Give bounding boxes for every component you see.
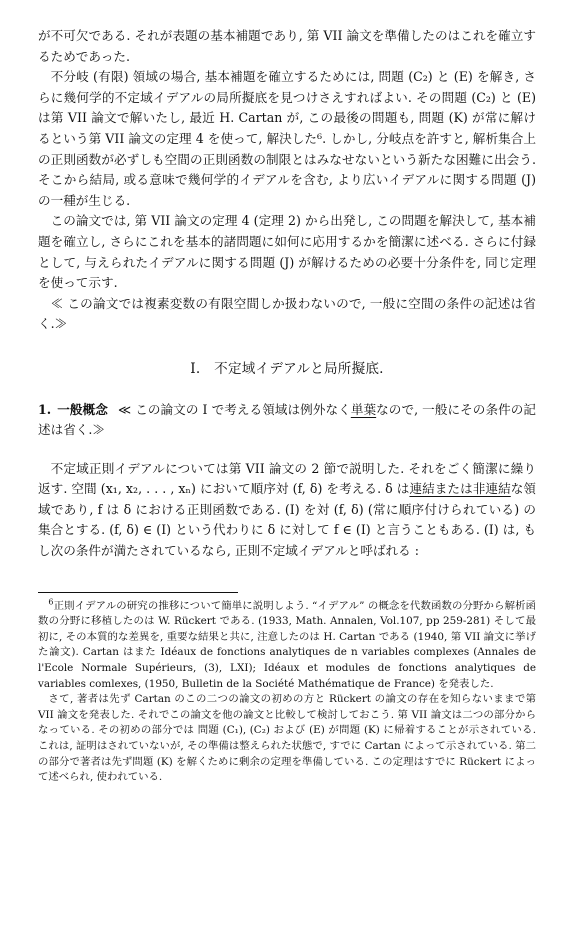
footnote-divider	[38, 592, 238, 593]
paragraph-unramified-domain: 不分岐 (有限) 領域の場合, 基本補題を確立するためには, 問題 (C₂) と (E) を解き, さらに幾何学的不定域イデアルの局所擬底を見つけさえすればよい. その問題 (C₂) と (E) は第 VII 論文で解いたし, 最近 H. Cartan が, この最後の問題も, 問題 (K) が常に解けるという第 VII 論文の定理 4 を使って, 解決した⁶. しかし, 分岐点を許すと, 解析集合上の正則函数が必ずしも空間の正則函数の制限とはみなせないという新たな困難に出会う. そこから結局, 或る意味で幾何学的イデアルを含む, より広いイデアルに関する問題 (J) の一種が生じる.	[38, 69, 536, 208]
footnote-marker: 6	[48, 597, 54, 607]
section-title: I. 不定域イデアルと局所擬底.	[190, 360, 384, 377]
paragraph-intro-continuation: が不可欠である. それが表題の基本補題であり, 第 VII 論文を準備したのはこれを確立するためであった.	[38, 28, 536, 64]
ideal-definition-part2: な領域であり, f は δ における正則函数である. (I) を対 (f, δ) (常に順序付けられている) の集合とする. (f, δ) ∈ (I) という代わりに δ に対して f ∈ (I) と言うこともある. (I) は, もし次の条件が満たされているなら, 正則不定域イデアルと呼ばれる :	[38, 481, 537, 559]
subsection-general-concepts	[38, 400, 536, 441]
footnote-6-part2: さて, 著者は先ず Cartan のこの二つの論文の初めの方と Rückert の論文の存在を知らないままで第 VII 論文を発表した. それでこの論文を他の論文と比較して検討しておこう. 第 VII 論文は二つの部分からなっている. その初めの部分では 問題 (C₁), (C₂) および (E) が問題 (K) に帰着することが示されている. これは, 証明はされていないが, その準備は整えられた状態で, すでに Cartan によって示されている. 第二の部分で著者は先ず問題 (K) を解くために剰余の定理を準備している. この定理はすでに Rückert によって述べられ, 使われている.	[38, 693, 536, 784]
subsection-heading: 一般概念	[57, 401, 108, 417]
ideal-definition-part1: 不定域正則イデアルについては第 VII 論文の 2 節で説明した. それをごく簡潔に繰り返す. 空間 (x₁, x₂, . . . , xₙ) において順序対 (f, δ) を考える. δ は	[38, 460, 536, 497]
footnote-6-part1	[38, 599, 536, 693]
paragraph-scope-note: ≪ この論文では複素変数の有限空間しか扱わないので, 一般に空間の条件の記述は省く.≫	[38, 295, 536, 332]
subsection-note-end: なので, 一般にその条件の記述は省く.≫	[38, 401, 537, 438]
subsection-note-start: ≪ この論文の I で考える領域は例外なく	[117, 401, 351, 417]
underlined-term-univalent: 単葉	[350, 401, 377, 417]
underlined-term-connected: 連結または非連結	[409, 481, 511, 497]
footnote-6-text1: 正則イデアルの研究の推移について簡単に説明しよう. “イデアル” の概念を代数函数の分野から解析函数の分野に移植したのは W. Rückert である. (1933, Math. Annalen, Vol.107, pp 259-281) そして最初に, その本質的な差異を, 重要な結果と共に, 注意したのは H. Cartan である (1940, 第 VII 論文に挙げた論文). Cartan はまた Idéaux de fonctions analytiques de n variables complexes (Annales de l'Ecole Normale Supérieurs, (3), LXI); Idéaux et modules de fonctions analytiques de variables comlexes, (1950, Bulletin de la Société Mathématique de France) を発表した.	[38, 599, 536, 690]
subsection-number: 1.	[38, 401, 52, 417]
paragraph-paper-outline: この論文では, 第 VII 論文の定理 4 (定理 2) から出発し, この問題を解決して, 基本補題を確立し, さらにこれを基本的諸問題に如何に応用するかを簡潔に述べる. さらに付録として, 与えられたイデアルに関する問題 (J) が解けるための必要十分条件を, 同じ定理を使って示す.	[38, 213, 536, 291]
paragraph-ideal-definition	[38, 459, 536, 562]
